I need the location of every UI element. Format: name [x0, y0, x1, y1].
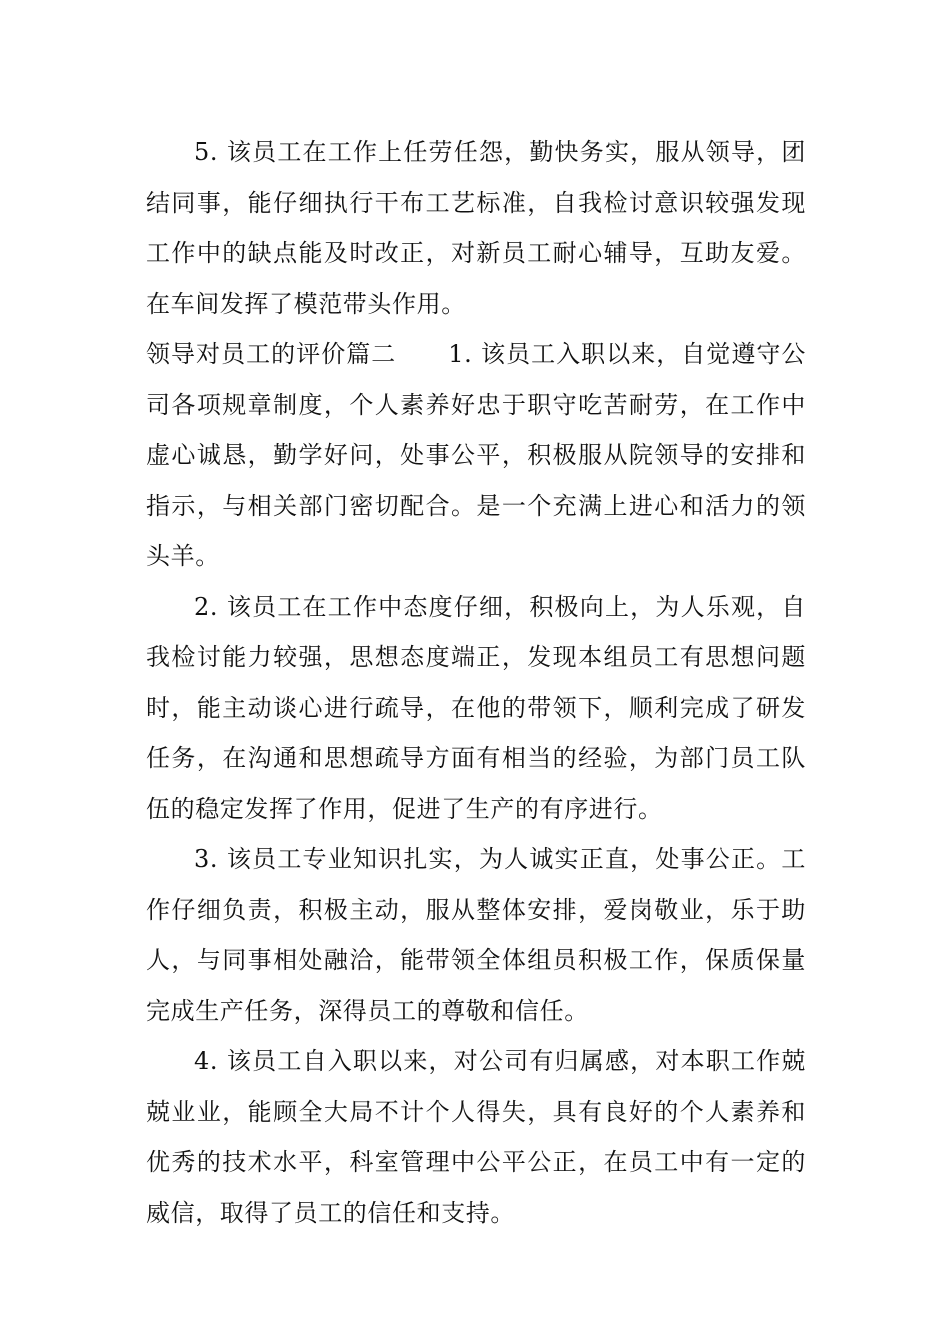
document-body: [146, 127, 806, 1238]
section-heading: 领导对员工的评价篇二: [146, 340, 397, 368]
paragraph-item-2: [146, 582, 806, 835]
paragraph-item-4: [146, 1036, 806, 1238]
paragraph-item-3: [146, 834, 806, 1036]
paragraph-text: 2. 该员工在工作中态度仔细，积极向上，为人乐观，自我检讨能力较强，思想态度端正，发现本组员工有思想问题时，能主动谈心进行疏导，在他的带领下，顺利完成了研发任务，在沟通和思想疏导方面有相当的经验，为部门员工队伍的稳定发挥了作用，促进了生产的有序进行。: [146, 592, 806, 823]
paragraph-text: 1. 该员工入职以来，自觉遵守公司各项规章制度，个人素养好忠于职守吃苦耐劳，在工作中虚心诚恳，勤学好问，处事公平，积极服从院领导的安排和指示，与相关部门密切配合。是一个充满上进心和活力的领头羊。: [146, 340, 806, 570]
paragraph-text: 4. 该员工自入职以来，对公司有归属感，对本职工作兢兢业业，能顾全大局不计个人得失，具有良好的个人素养和优秀的技术水平，科室管理中公平公正，在员工中有一定的威信，取得了员工的信任和支持。: [146, 1047, 806, 1227]
section-two-paragraph: [146, 329, 806, 582]
paragraph-text: 3. 该员工专业知识扎实，为人诚实正直，处事公正。工作仔细负责，积极主动，服从整体安排，爱岗敬业，乐于助人，与同事相处融洽，能带领全体组员积极工作，保质保量完成生产任务，深得员工的尊敬和信任。: [146, 845, 806, 1025]
paragraph-item-5: [146, 127, 806, 329]
paragraph-text: 5. 该员工在工作上任劳任怨，勤快务实，服从领导，团结同事，能仔细执行干布工艺标准，自我检讨意识较强发现工作中的缺点能及时改正，对新员工耐心辅导，互助友爱。在车间发挥了模范带头作用。: [146, 138, 806, 318]
